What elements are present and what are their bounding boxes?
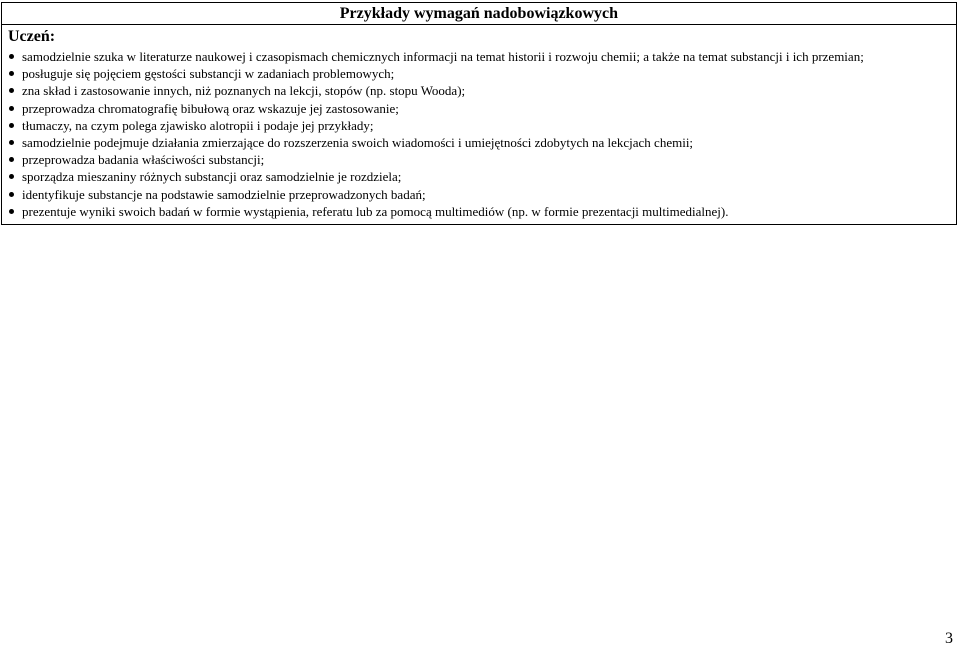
bullet-icon [9, 140, 14, 145]
list-item-text: samodzielnie szuka w literaturze naukowej i czasopismach chemicznych informacji na temat historii i rozwoju chemii; a także na temat substancji i ich przemian; [22, 49, 864, 64]
list-item-text: przeprowadza badania właściwości substancji; [22, 152, 265, 168]
bullet-icon [9, 54, 14, 59]
bullet-icon [9, 123, 14, 128]
list-item [8, 82, 952, 99]
bullet-icon [9, 174, 14, 179]
list-item-text: sporządza mieszaniny różnych substancji oraz samodzielnie je rozdziela; [22, 169, 402, 185]
page-number: 3 [945, 630, 953, 647]
student-heading: Uczeń: [8, 28, 56, 45]
list-item-text: posługuje się pojęciem gęstości substancji w zadaniach problemowych; [22, 66, 395, 82]
list-item [8, 65, 952, 82]
section-title: Przykłady wymagań nadobowiązkowych [339, 5, 618, 22]
table-body [2, 25, 956, 224]
bullet-icon [9, 88, 14, 93]
bullet-icon [9, 192, 14, 197]
list-item [8, 168, 952, 185]
list-item [8, 134, 952, 151]
list-item [8, 48, 952, 65]
list-item [8, 186, 952, 203]
bullet-icon [9, 157, 14, 162]
bullet-icon [9, 106, 14, 111]
table-header [2, 3, 956, 25]
list-item-text: prezentuje wyniki swoich badań w formie wystąpienia, referatu lub za pomocą multimediów (np. w formie prezentacji multimedialnej). [22, 203, 729, 219]
requirements-table [1, 2, 957, 225]
bullet-icon [9, 209, 14, 214]
list-item-text: tłumaczy, na czym polega zjawisko alotropii i podaje jej przykłady; [22, 117, 374, 133]
list-item-text: zna skład i zastosowanie innych, niż poznanych na lekcji, stopów (np. stopu Wooda); [22, 83, 466, 99]
list-item-text: identyfikuje substancje na podstawie samodzielnie przeprowadzonych badań; [22, 186, 426, 202]
list-item-text: samodzielnie podejmuje działania zmierzające do rozszerzenia swoich wiadomości i umiejętności zdobytych na lekcjach chemii; [22, 135, 694, 151]
requirements-list [8, 48, 952, 220]
list-item [8, 151, 952, 168]
list-item [8, 100, 952, 117]
list-item [8, 203, 952, 220]
list-item [8, 117, 952, 134]
list-item-text: przeprowadza chromatografię bibułową oraz wskazuje jej zastosowanie; [22, 100, 399, 116]
bullet-icon [9, 71, 14, 76]
